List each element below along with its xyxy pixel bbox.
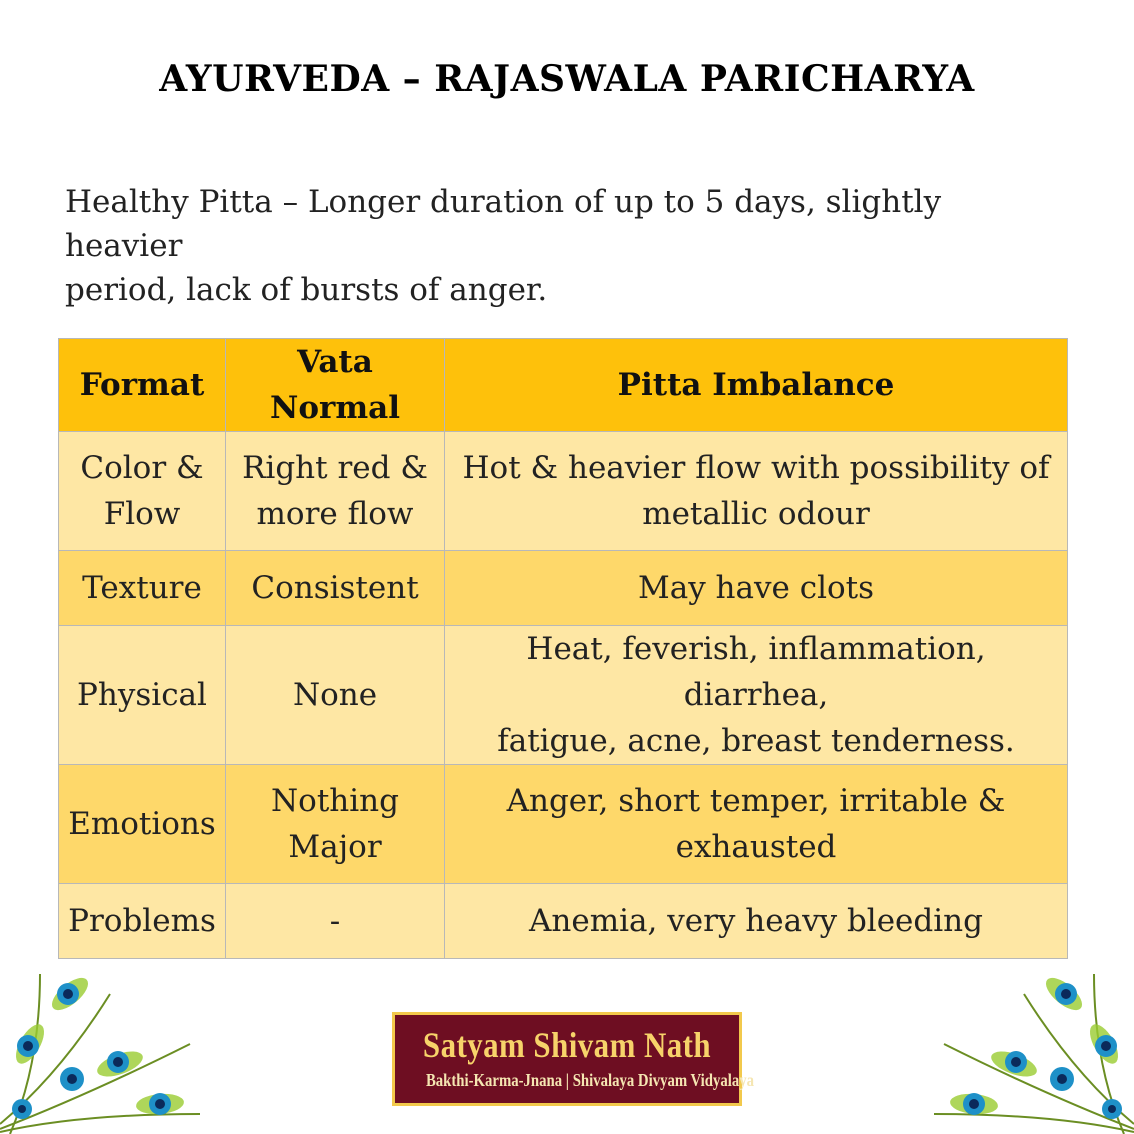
cell-format: Physical xyxy=(59,626,226,765)
table-row xyxy=(59,432,1068,551)
header-pitta-imbalance: Pitta Imbalance xyxy=(445,339,1068,432)
cell-vata: None xyxy=(226,626,445,765)
cell-vata: Consistent xyxy=(226,551,445,626)
cell-vata: Nothing Major xyxy=(226,765,445,884)
cell-pitta: Heat, feverish, inflammation, diarrhea, fatigue, acne, breast tenderness. xyxy=(445,626,1068,765)
table-header-row xyxy=(59,339,1068,432)
intro-paragraph xyxy=(65,180,1055,312)
peacock-feather-icon xyxy=(0,954,220,1134)
brand-logo xyxy=(392,1012,754,1106)
cell-vata: - xyxy=(226,884,445,959)
table-row xyxy=(59,551,1068,626)
table-row xyxy=(59,765,1068,884)
cell-vata: Right red & more flow xyxy=(226,432,445,551)
logo-name: Satyam Shivam Nath xyxy=(422,1025,712,1065)
page-title: AYURVEDA – RAJASWALA PARICHARYA xyxy=(159,58,975,100)
peacock-feather-icon xyxy=(914,954,1134,1134)
cell-pitta: May have clots xyxy=(445,551,1068,626)
cell-pitta: Hot & heavier flow with possibility of metallic odour xyxy=(445,432,1068,551)
table-row xyxy=(59,626,1068,765)
comparison-table xyxy=(58,338,1068,959)
intro-line: period, lack of bursts of anger. xyxy=(65,272,548,308)
header-format: Format xyxy=(59,339,226,432)
cell-pitta: Anemia, very heavy bleeding xyxy=(445,884,1068,959)
cell-format: Color & Flow xyxy=(59,432,226,551)
header-vata-normal: Vata Normal xyxy=(226,339,445,432)
cell-format: Texture xyxy=(59,551,226,626)
logo-tagline: Bakthi-Karma-Jnana | Shivalaya Divyam Vidyalaya xyxy=(425,1070,754,1090)
intro-line: Healthy Pitta – Longer duration of up to 5 days, slightly heavier xyxy=(65,184,942,264)
cell-pitta: Anger, short temper, irritable & exhausted xyxy=(445,765,1068,884)
cell-format: Problems xyxy=(59,884,226,959)
cell-format: Emotions xyxy=(59,765,226,884)
table-row xyxy=(59,884,1068,959)
